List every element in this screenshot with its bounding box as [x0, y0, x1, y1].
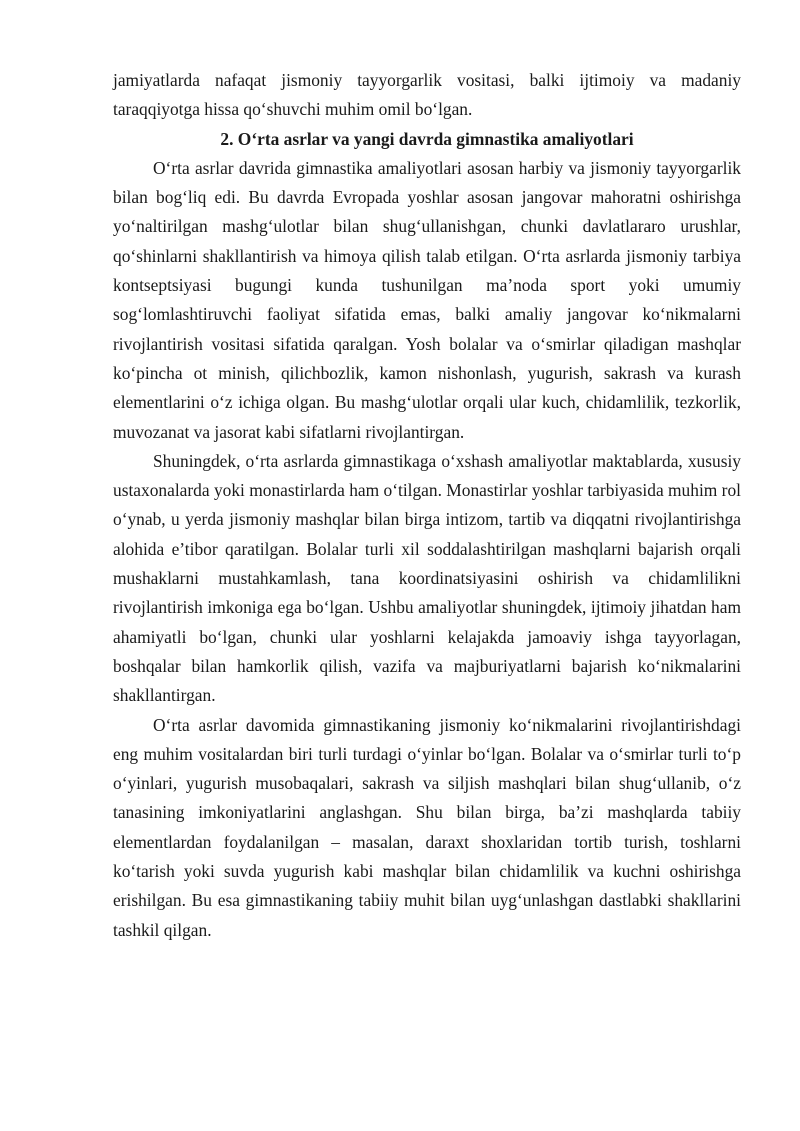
paragraph-1: O‘rta asrlar davrida gimnastika amaliyotlari asosan harbiy va jismoniy tayyorgarlik bilan bog‘liq edi. Bu davrda Evropada yoshlar asosan jangovar mahoratni oshirishga yo‘naltirilgan mashg‘ulotlar bilan shug‘ullanishgan, chunki davlatlararo urushlar, qo‘shinlarni shakllantirish va himoya qilish talab etilgan. O‘rta asrlarda jismoniy tarbiya kontseptsiyasi bugungi kunda tushunilgan ma’noda sport yoki umumiy sog‘lomlashtiruvchi faoliyat sifatida emas, balki amaliy jangovar ko‘nikmalarni rivojlantirish vositasi sifatida qaralgan. Yosh bolalar va o‘smirlar qiladigan mashqlar ko‘pincha ot minish, qilichbozlik, kamon nishonlash, yugurish, sakrash va kurash elementlarini o‘z ichiga olgan. Bu mashg‘ulotlar orqali ular kuch, chidamlilik, tezkorlik, muvozanat va jasorat kabi sifatlarni rivojlantirgan.	[113, 157, 741, 442]
section-heading: 2. O‘rta asrlar va yangi davrda gimnastika amaliyotlari	[220, 128, 634, 149]
continuation-paragraph: jamiyatlarda nafaqat jismoniy tayyorgarlik vositasi, balki ijtimoiy va madaniy taraqqiyotga hissa qo‘shuvchi muhim omil bo‘lgan.	[113, 70, 741, 120]
paragraph-3: O‘rta asrlar davomida gimnastikaning jismoniy ko‘nikmalarini rivojlantirishdagi eng muhim vositalardan biri turli turdagi o‘yinlar bo‘lgan. Bolalar va o‘smirlar turli to‘p o‘yinlari, yugurish musobaqalari, sakrash va siljish mashqlari bilan shug‘ullanib, o‘z tanasining imkoniyatlarini anglashgan. Shu bilan birga, ba’zi mashqlarda tabiiy elementlardan foydalanilgan – masalan, daraxt shoxlaridan tortib turish, toshlarni ko‘tarish yoki suvda yugurish kabi mashqlar bilan chidamlilik va kuchni oshirishga erishilgan. Bu esa gimnastikaning tabiiy muhit bilan uyg‘unlashgan dastlabki shakllarini tashkil qilgan.	[113, 714, 741, 940]
paragraph-2: Shuningdek, o‘rta asrlarda gimnastikaga o‘xshash amaliyotlar maktablarda, xususiy ustaxonalarda yoki monastirlarda ham o‘tilgan. Monastirlar yoshlar tarbiyasida muhim rol o‘ynab, u yerda jismoniy mashqlar bilan birga intizom, tartib va diqqatni rivojlantirishga alohida e’tibor qaratilgan. Bolalar turli xil soddalashtirilgan mashqlarni bajarish orqali mushaklarni mustahkamlash, tana koordinatsiyasini oshirish va chidamlilikni rivojlantirish imkoniga ega bo‘lgan. Ushbu amaliyotlar shuningdek, ijtimoiy jihatdan ham ahamiyatli bo‘lgan, chunki ular yoshlarni kelajakda jamoaviy ishga tayyorlagan, boshqalar bilan hamkorlik qilish, vazifa va majburiyatlarni bajarish ko‘nikmalarini shakllantirgan.	[113, 450, 741, 706]
document-page	[113, 66, 741, 945]
